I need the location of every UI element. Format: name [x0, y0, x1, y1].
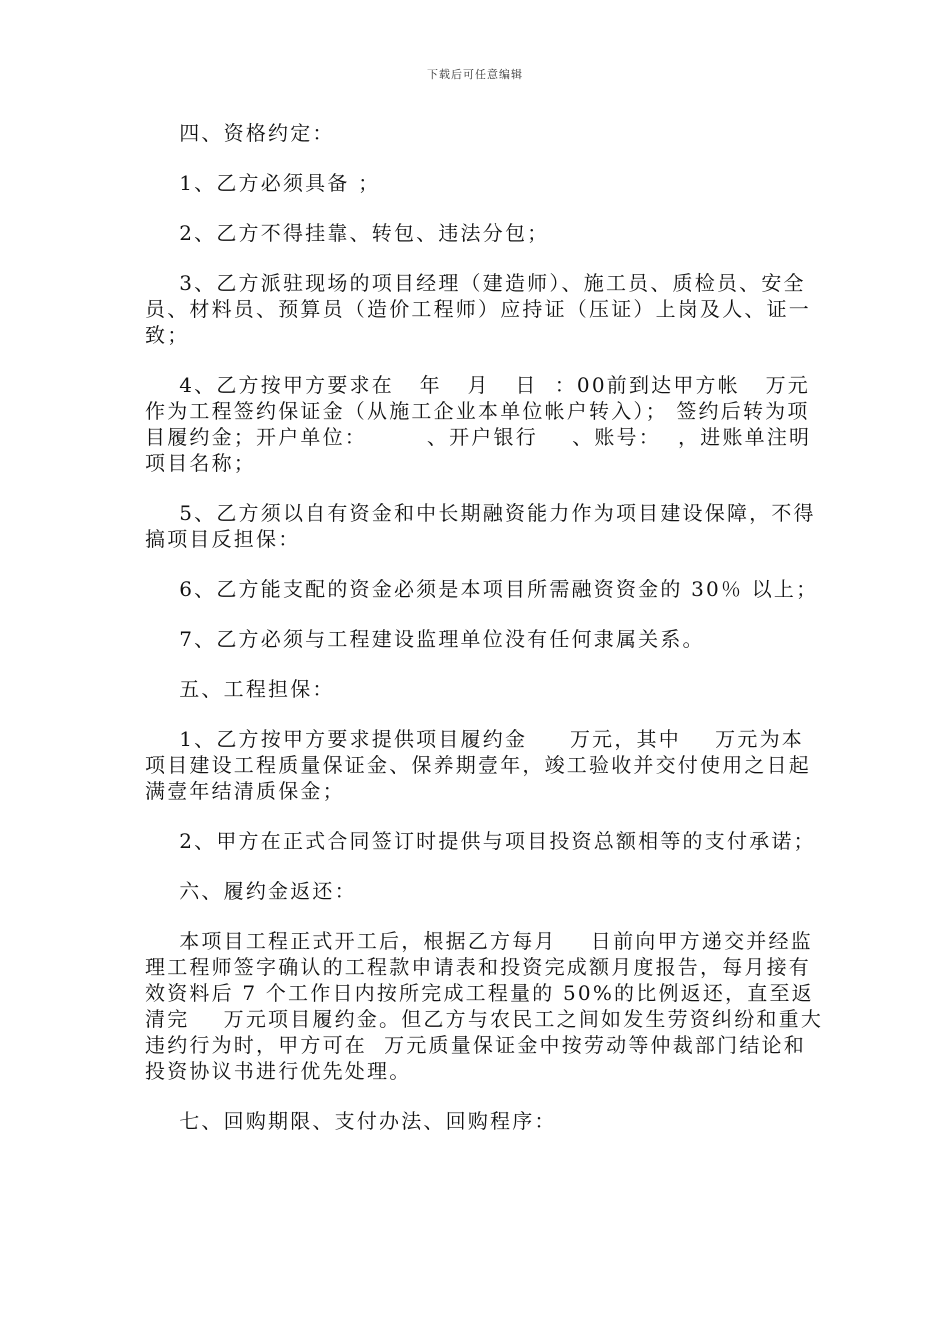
clause-4-6: 6、乙方能支配的资金必须是本项目所需融资资金的 30％ 以上； — [145, 577, 819, 601]
section-heading-guarantee: 五、工程担保： — [145, 677, 335, 701]
clause-4-3: 3、乙方派驻现场的项目经理（建造师）、施工员、质检员、安全员、材料员、预算员（造价工程师）应持证（压证）上岗及人、证一致； — [145, 271, 811, 347]
page-header: 下载后可任意编辑 — [427, 68, 523, 81]
clause-6-body: 本项目工程正式开工后，根据乙方每月 日前向甲方递交并经监理工程师签字确认的工程款申请表和投资完成额月度报告，每月接有效资料后 7 个工作日内按所完成工程量的 50%的比例返还，直至返清完 万元项目履约金。但乙方与农民工之间如发生劳资纠纷和重大违约行为时，甲方可在 万元质量保证金中按劳动等仲裁部门结论和投资协议书进行优先处理。 — [145, 929, 824, 1083]
document-body — [145, 120, 825, 1158]
section-heading-qualifications: 四、资格约定： — [145, 121, 335, 145]
clause-5-1: 1、乙方按甲方要求提供项目履约金 万元，其中 万元为本项目建设工程质量保证金、保养期壹年，竣工验收并交付使用之日起满壹年结清质保金； — [145, 727, 811, 803]
section-heading-buyback: 七、回购期限、支付办法、回购程序： — [145, 1109, 557, 1133]
clause-4-2: 2、乙方不得挂靠、转包、违法分包； — [145, 221, 550, 245]
clause-4-5: 5、乙方须以自有资金和中长期融资能力作为项目建设保障，不得搞项目反担保： — [145, 501, 816, 551]
section-heading-deposit-return: 六、履约金返还： — [145, 879, 357, 903]
clause-4-1: 1、乙方必须具备 ； — [145, 171, 381, 195]
clause-4-7: 7、乙方必须与工程建设监理单位没有任何隶属关系。 — [145, 627, 705, 651]
clause-4-4: 4、乙方按甲方要求在 年 月 日 ：00前到达甲方帐 万元作为工程签约保证金（从施工企业本单位帐户转入）； 签约后转为项目履约金；开户单位： 、开户银行 、账号： ，进账单注明项目名称； — [145, 373, 812, 475]
clause-5-2: 2、甲方在正式合同签订时提供与项目投资总额相等的支付承诺； — [145, 829, 816, 853]
